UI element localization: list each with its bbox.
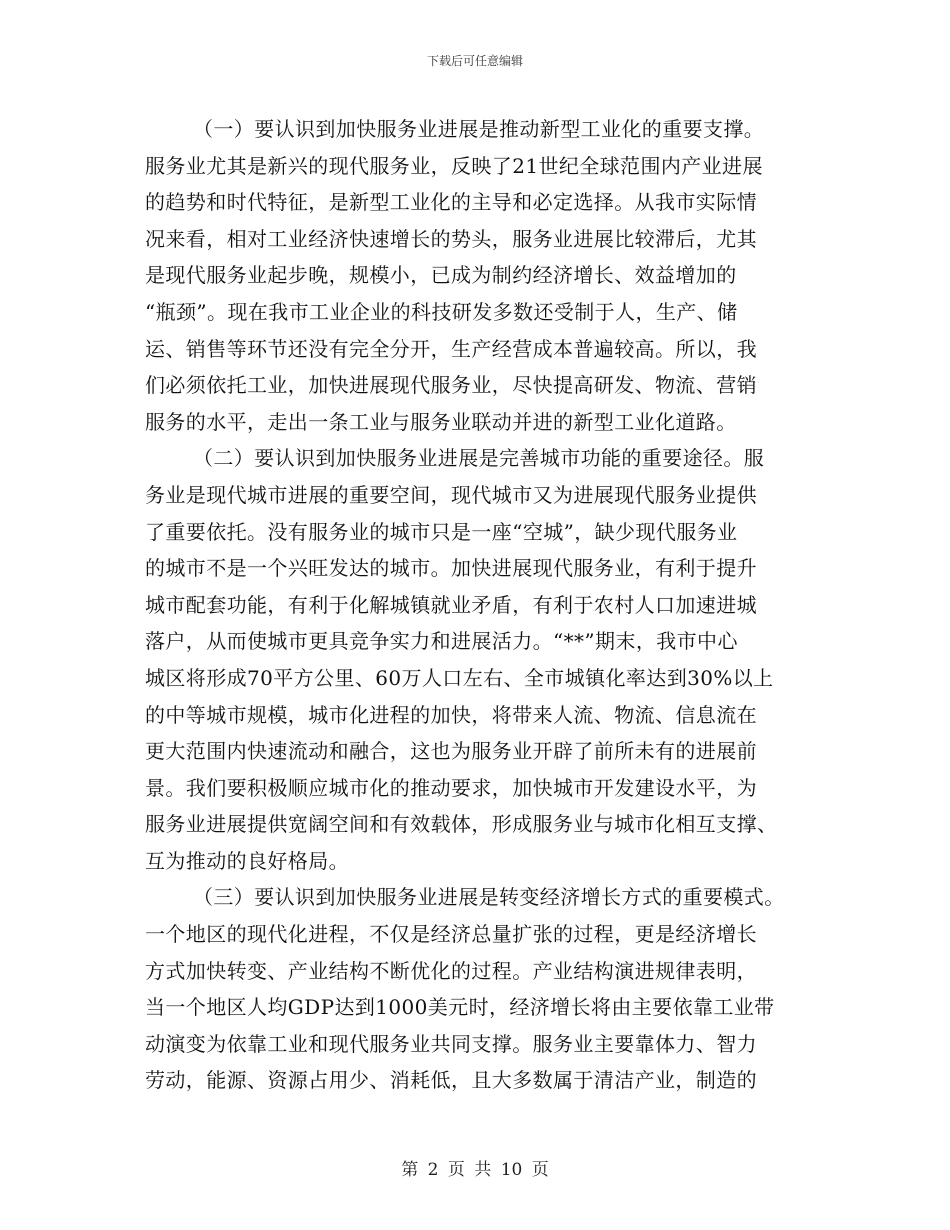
paragraph-2-line: 城区将形成70平方公里、60万人口左右、全市城镇化率达到30%以上: [145, 665, 774, 690]
paragraph-2-line: 互为推动的良好格局。: [145, 848, 349, 873]
paragraph-2-line: 服务业进展提供宽阔空间和有效载体，形成服务业与城市化相互支撑、: [145, 812, 778, 837]
paragraph-3-line: 劳动，能源、资源占用少、消耗低，且大多数属于清洁产业，制造的: [145, 1068, 757, 1093]
paragraph-2-line: 的中等城市规模，城市化进程的加快，将带来人流、物流、信息流在: [145, 702, 757, 727]
paragraph-1-line: 运、销售等环节还没有完全分开，生产经营成本普遍较高。所以，我: [145, 336, 757, 361]
paragraph-3-line: 动演变为依靠工业和现代服务业共同支撑。服务业主要靠体力、智力: [145, 1031, 757, 1056]
paragraph-2-line: 务业是现代城市进展的重要空间，现代城市又为进展现代服务业提供: [145, 482, 757, 507]
paragraph-3-line: 当一个地区人均GDP达到1000美元时，经济增长将由主要依靠工业带: [145, 995, 775, 1020]
paragraph-1-line: 服务业尤其是新兴的现代服务业，反映了21世纪全球范围内产业进展: [145, 153, 763, 178]
paragraph-3-line: 方式加快转变、产业结构不断优化的过程。产业结构演进规律表明，: [145, 958, 757, 983]
paragraph-1-line: 是现代服务业起步晚，规模小，已成为制约经济增长、效益增加的: [145, 263, 737, 288]
paragraph-2-line: 了重要依托。没有服务业的城市只是一座“空城”，缺少现代服务业: [145, 519, 738, 544]
paragraph-2-line: 的城市不是一个兴旺发达的城市。加快进展现代服务业，有利于提升: [145, 556, 757, 581]
paragraph-2-line: （二）要认识到加快服务业进展是完善城市功能的重要途径。服: [193, 446, 765, 471]
paragraph-2-line: 景。我们要积极顺应城市化的推动要求，加快城市开发建设水平，为: [145, 775, 757, 800]
body-text: [145, 111, 805, 1099]
paragraph-1-line: 们必须依托工业，加快进展现代服务业，尽快提高研发、物流、营销: [145, 373, 757, 398]
paragraph-3-line: （三）要认识到加快服务业进展是转变经济增长方式的重要模式。: [193, 885, 785, 910]
paragraph-1-line: 服务的水平，走出一条工业与服务业联动并进的新型工业化道路。: [145, 409, 737, 434]
paragraph-2-line: 更大范围内快速流动和融合，这也为服务业开辟了前所未有的进展前: [145, 739, 757, 764]
paragraph-1-line: 况来看，相对工业经济快速增长的势头，服务业进展比较滞后，尤其: [145, 226, 757, 251]
paragraph-3-line: 一个地区的现代化进程，不仅是经济总量扩张的过程，更是经济增长: [145, 922, 757, 947]
paragraph-1-line: 的趋势和时代特征，是新型工业化的主导和必定选择。从我市实际情: [145, 190, 757, 215]
paragraph-1-line: （一）要认识到加快服务业进展是推动新型工业化的重要支撑。: [193, 117, 765, 141]
paragraph-2-line: 落户，从而使城市更具竞争实力和进展活力。“**”期末，我市中心: [145, 629, 738, 654]
page-header: 下载后可任意编辑: [426, 54, 523, 68]
page-footer: 第 2 页 共 10 页: [401, 1160, 549, 1180]
paragraph-1-line: “瓶颈”。现在我市工业企业的科技研发多数还受制于人，生产、储: [145, 299, 738, 324]
paragraph-2-line: 城市配套功能，有利于化解城镇就业矛盾，有利于农村人口加速进城: [145, 592, 757, 617]
